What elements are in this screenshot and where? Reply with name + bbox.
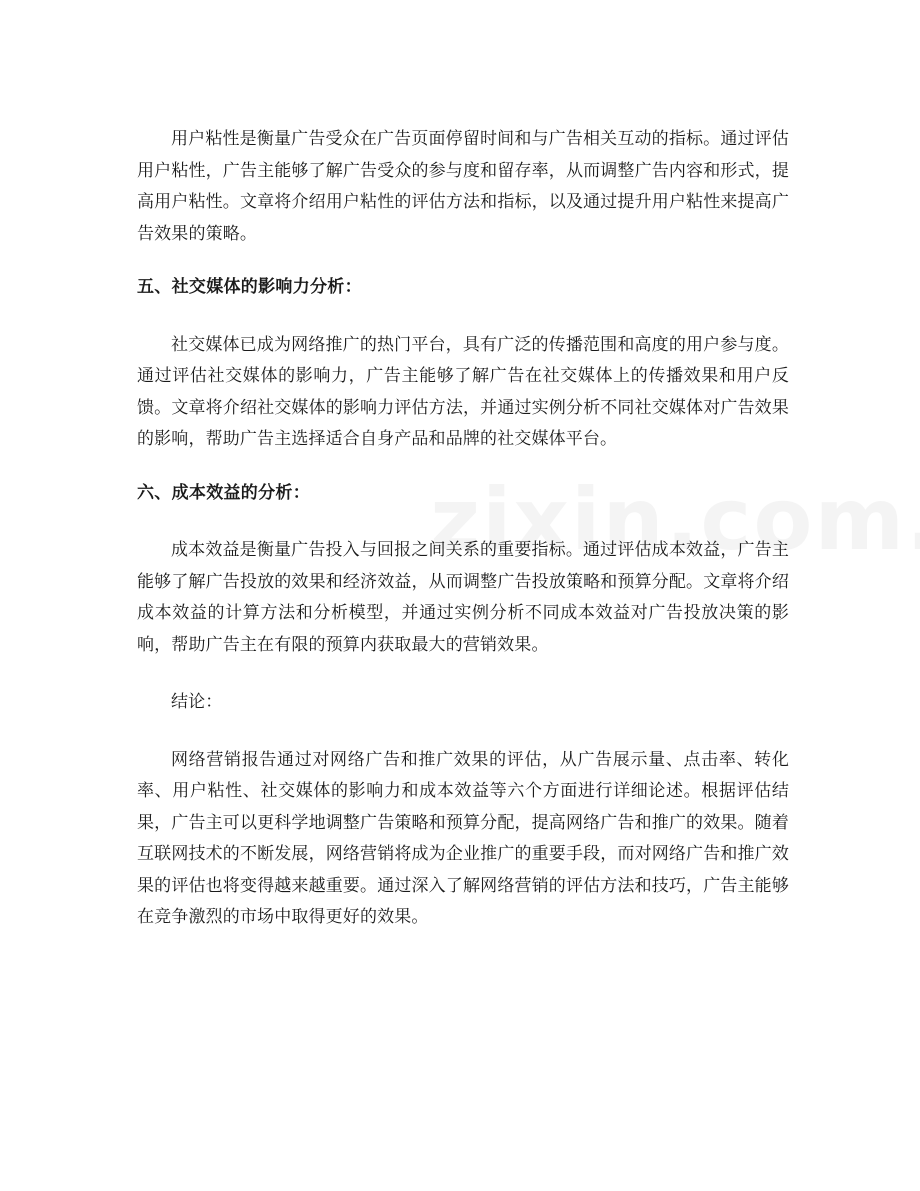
conclusion-label: 结论： [171,692,223,712]
paragraph-cost-benefit: 成本效益是衡量广告投入与回报之间关系的重要指标。通过评估成本效益，广告主能够了解广告投放的效果和经济效益，从而调整广告投放策略和预算分配。文章将介绍成本效益的计算方法和分析模型，并通过实例分析不同成本效益对广告投放决策的影响，帮助广告主在有限的预算内获取最大的营销效果。 [137,540,789,655]
heading-section-6: 六、成本效益的分析： [137,482,310,503]
paragraph-social-media: 社交媒体已成为网络推广的热门平台，具有广泛的传播范围和高度的用户参与度。通过评估社交媒体的影响力，广告主能够了解广告在社交媒体上的传播效果和用户反馈。文章将介绍社交媒体的影响力评估方法，并通过实例分析不同社交媒体对广告效果的影响，帮助广告主选择适合自身产品和品牌的社交媒体平台。 [137,334,789,449]
heading-section-5: 五、社交媒体的影响力分析： [137,277,362,297]
document-body [137,124,789,934]
paragraph-user-stickiness: 用户粘性是衡量广告受众在广告页面停留时间和与广告相关互动的指标。通过评估用户粘性，广告主能够了解广告受众的参与度和留存率，从而调整广告内容和形式，提高用户粘性。文章将介绍用户粘性的评估方法和指标，以及通过提升用户粘性来提高广告效果的策略。 [137,129,789,244]
paragraph-conclusion: 网络营销报告通过对网络广告和推广效果的评估，从广告展示量、点击率、转化率、用户粘性、社交媒体的影响力和成本效益等六个方面进行详细论述。根据评估结果，广告主可以更科学地调整广告策略和预算分配，提高网络广告和推广的效果。随着互联网技术的不断发展，网络营销将成为企业推广的重要手段，而对网络广告和推广效果的评估也将变得越来越重要。通过深入了解网络营销的评估方法和技巧，广告主能够在竞争激烈的市场中取得更好的效果。 [137,749,789,927]
